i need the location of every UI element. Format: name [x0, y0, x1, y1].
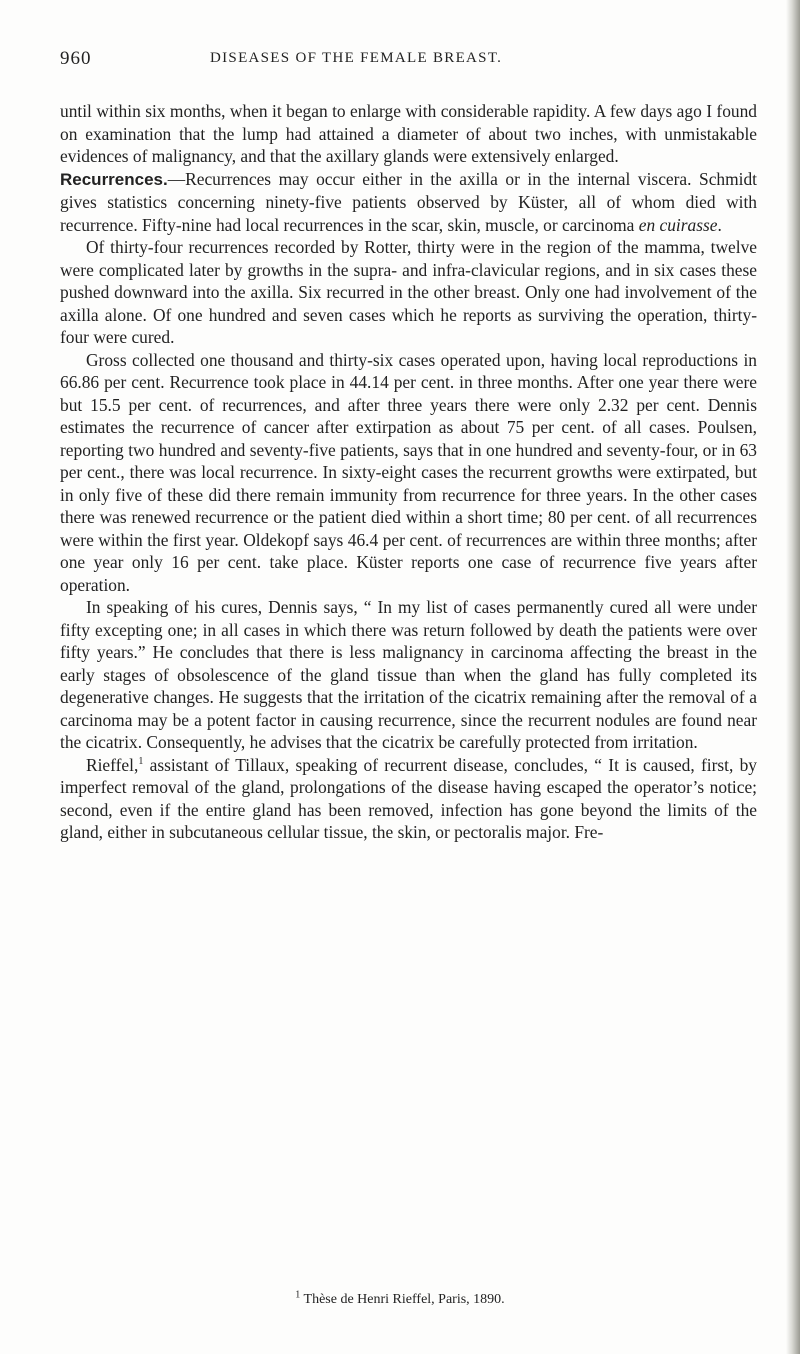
footnote: [0, 1289, 800, 1308]
paragraph-rieffel: [60, 754, 757, 844]
paragraph-continuation: until within six months, when it began to enlarge with considerable rapidity. A few days ago I found on examination that the lump had attained a diameter of about two inches, with unmistakable evidences of malignancy, and that the axillary glands were extensively enlarged.: [60, 101, 757, 166]
page-header: [60, 48, 760, 74]
paragraph-dennis: In speaking of his cures, Dennis says, “ In my list of cases permanently cured all were under fifty excepting one; in all cases in which there was return followed by death the patients were over fifty years.” He concludes that there is less malignancy in carcinoma affecting the breast in the early stages of obsolescence of the gland tissue than when the gland has fully completed its degenerative changes. He suggests that the irritation of the cicatrix remaining after the removal of a carcinoma may be a potent factor in causing recurrence, since the recurrent nodules are found near the cicatrix. Consequently, he advises that the cicatrix be carefully protected from irritation.: [60, 597, 757, 752]
footnote-text: Thèse de Henri Rieffel, Paris, 1890.: [300, 1292, 505, 1307]
section-text-end: .: [717, 214, 722, 235]
paragraph-gross: Gross collected one thousand and thirty-six cases operated upon, having local reproductions in 66.86 per cent. Recurrence took place in 44.14 per cent. in three months. After one year there were but 15.5 per cent. of recurrences, and after three years there were only 2.32 per cent. Dennis estimates the recurrence of cancer after extirpation as about 75 per cent. of all cases. Poulsen, reporting two hundred and seventy-five patients, says that in one hundred and seventy-four, or in 63 per cent., there was local recurrence. In sixty-eight cases the recurrent growths were extirpated, but in only five of these did there remain immunity from recurrence for three years. In the other cases there was renewed recurrence or the patient died within a short time; 80 per cent. of all recurrences were within the first year. Oldekopf says 46.4 per cent. of recurrences are within three months; after one year only 16 per cent. take place. Küster reports one case of recurrence five years after operation.: [60, 349, 757, 595]
footnote-reference: 1: [138, 755, 144, 767]
footnote-mark: 1: [295, 1289, 301, 1301]
running-title: DISEASES OF THE FEMALE BREAST.: [210, 50, 503, 66]
section-paragraph: [60, 168, 757, 237]
section-italic-term: en cuirasse: [638, 214, 718, 235]
body-text: [60, 100, 757, 844]
rieffel-text: assistant of Tillaux, speaking of recurrent disease, concludes, “ It is caused, first, by imperfect removal of the gland, prolongations of the disease having escaped the operator’s notice; second, even if the entire gland has been removed, infection has gone beyond the limits of the gland, either in subcutaneous cellular tissue, the skin, or pectoralis major. Fre-: [60, 754, 757, 842]
rieffel-name: Rieffel,: [86, 754, 139, 775]
section-dash: —: [167, 168, 186, 189]
section-text: Recurrences may occur either in the axilla or in the internal viscera. Schmidt gives statistics concerning ninety-five patients observed by Küster, all of whom died with recurrence. Fifty-nine had local recurrences in the scar, skin, muscle, or carcinoma: [60, 168, 757, 235]
paragraph-rotter: Of thirty-four recurrences recorded by Rotter, thirty were in the region of the mamma, twelve were complicated later by growths in the supra- and infra-clavicular regions, and in six cases these pushed downward into the axilla. Six recurred in the other breast. Only one had involvement of the axilla alone. Of one hundred and seven cases which he reports as surviving the operation, thirty-four were cured.: [60, 237, 757, 347]
section-heading: Recurrences.: [60, 169, 168, 189]
page-number: 960: [60, 48, 92, 69]
page-edge-shadow: [786, 0, 800, 1354]
